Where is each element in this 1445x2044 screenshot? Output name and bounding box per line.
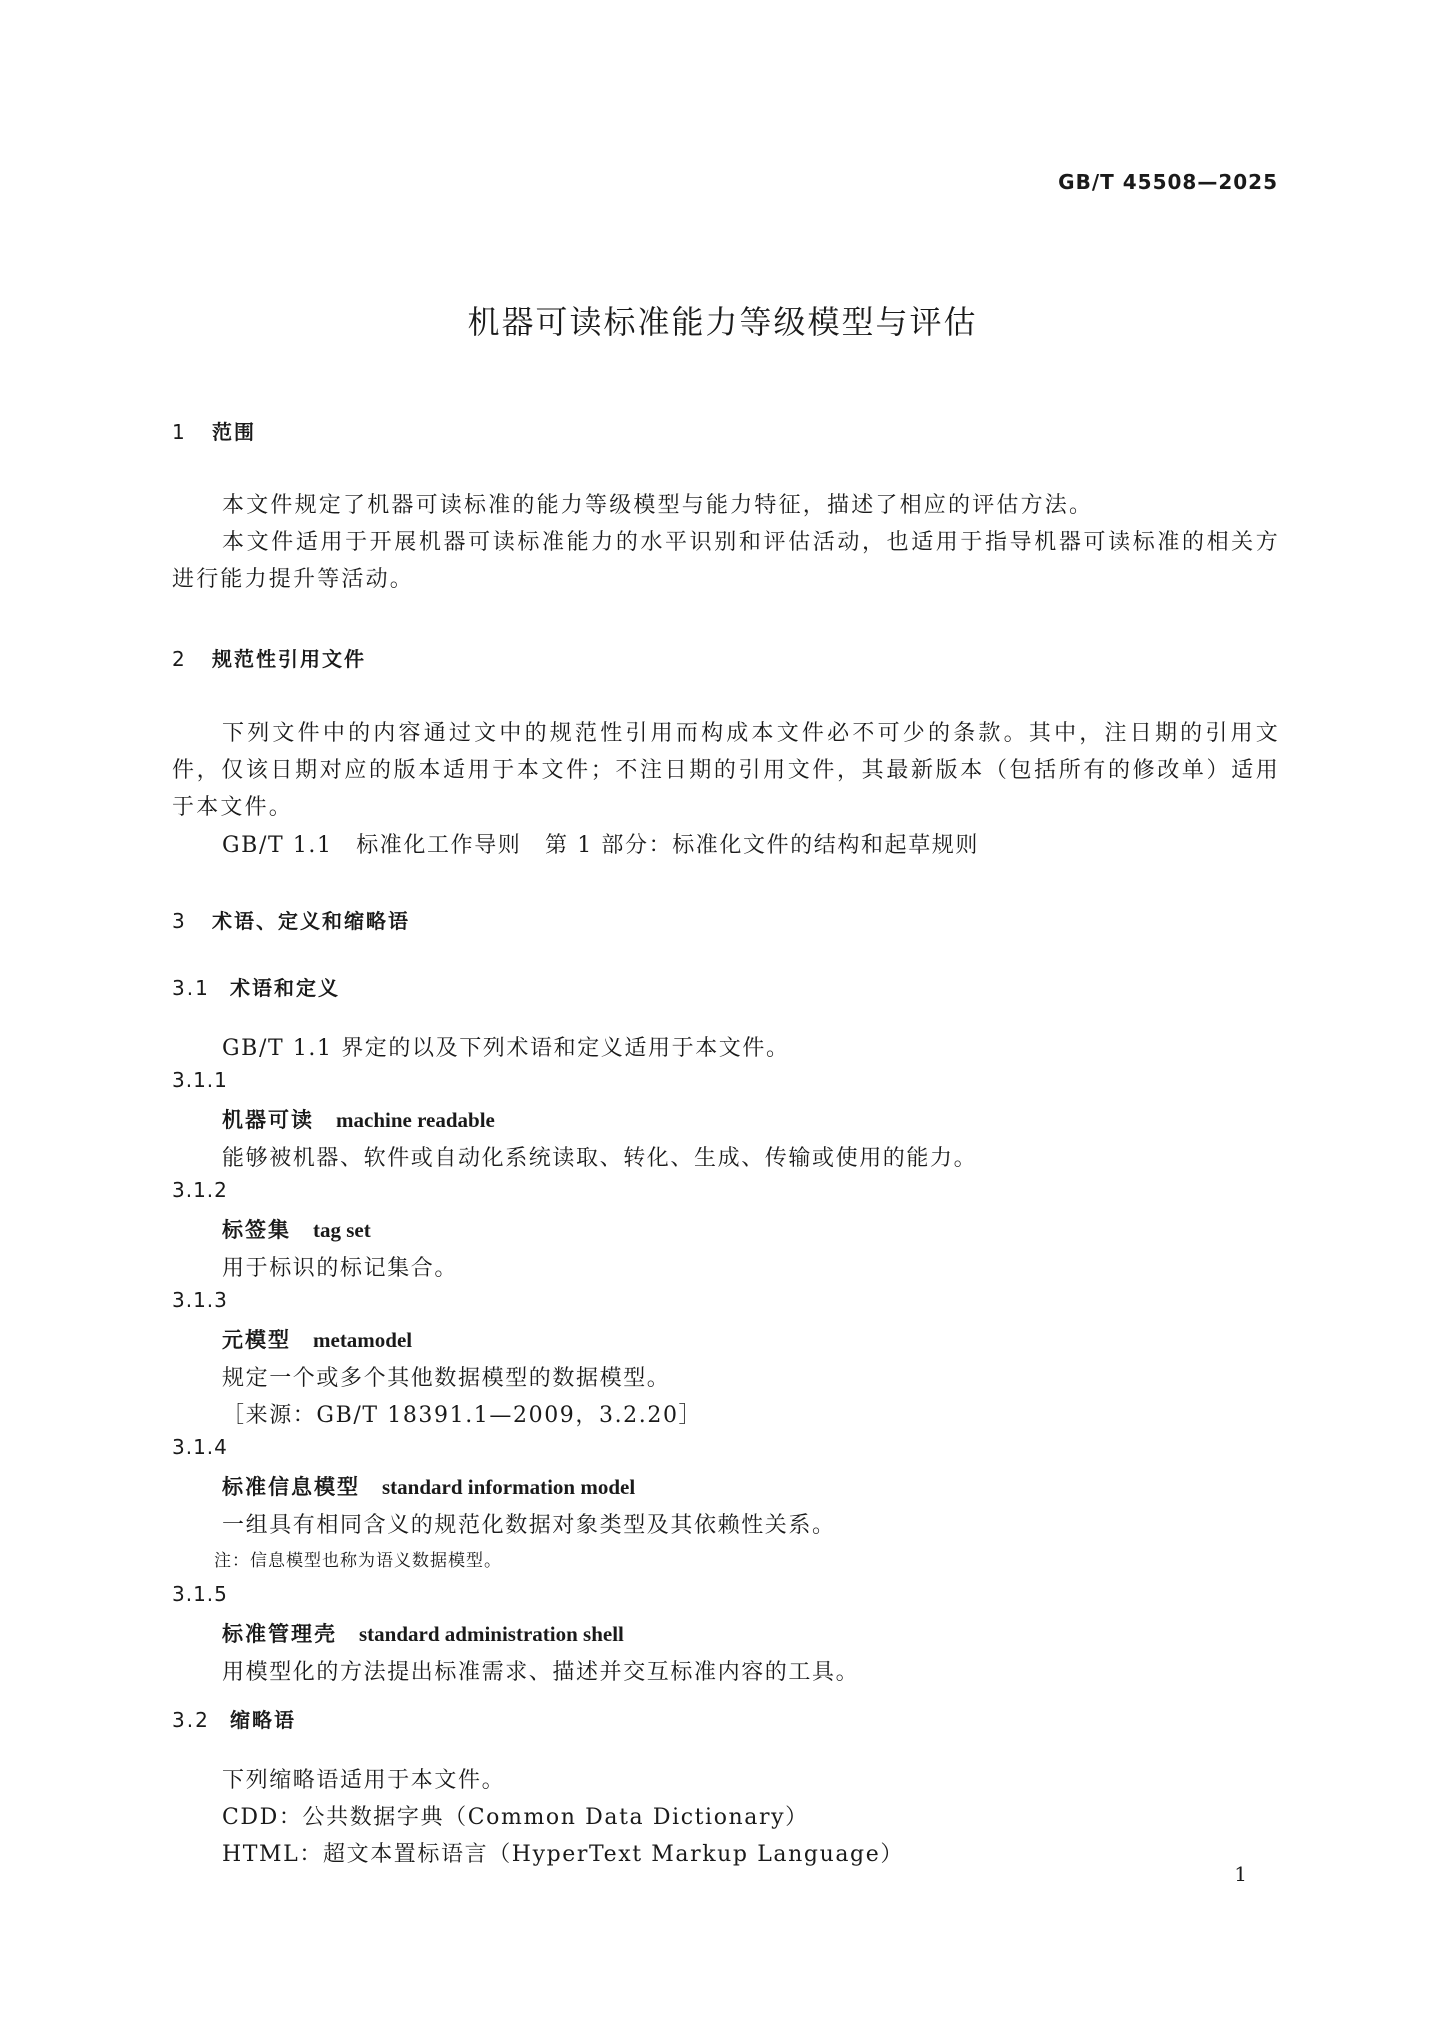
section-1-paragraph-1: 本文件规定了机器可读标准的能力等级模型与能力特征，描述了相应的评估方法。	[222, 493, 1094, 518]
term-zh: 标签集	[222, 1218, 291, 1242]
term-zh: 标准管理壳	[222, 1622, 337, 1646]
term-en: metamodel	[313, 1328, 413, 1352]
section-1-paragraph-2: 本文件适用于开展机器可读标准能力的水平识别和评估活动，也适用于指导机器可读标准的相关方进行能力提升等活动。	[172, 530, 1280, 592]
subsection-number: 3.1	[172, 976, 210, 1000]
document-title: 机器可读标准能力等级模型与评估	[467, 303, 978, 341]
term-heading	[222, 1618, 624, 1648]
subsection-title: 术语和定义	[230, 976, 340, 1000]
section-number: 2	[172, 647, 187, 671]
section-title: 范围	[212, 420, 256, 444]
subsection-3-2-heading	[172, 1704, 296, 1733]
term-definition: 规定一个或多个其他数据模型的数据模型。	[222, 1366, 671, 1391]
term-note: 注：信息模型也称为语义数据模型。	[214, 1551, 502, 1571]
page-number: 1	[1234, 1862, 1247, 1886]
normative-reference: GB/T 1.1 标准化工作导则 第 1 部分：标准化文件的结构和起草规则	[222, 833, 979, 858]
term-heading	[222, 1214, 371, 1244]
section-2-paragraph-1: 下列文件中的内容通过文中的规范性引用而构成本文件必不可少的条款。其中，注日期的引用文件，仅该日期对应的版本适用于本文件；不注日期的引用文件，其最新版本（包括所有的修改单）适用于本文件。	[172, 721, 1280, 820]
term-heading	[222, 1104, 495, 1134]
term-number: 3.1.2	[172, 1178, 228, 1202]
abbreviations-intro: 下列缩略语适用于本文件。	[222, 1768, 506, 1793]
term-zh: 机器可读	[222, 1108, 314, 1132]
term-heading	[222, 1471, 635, 1501]
term-definition: 用模型化的方法提出标准需求、描述并交互标准内容的工具。	[222, 1660, 860, 1685]
term-definition: 能够被机器、软件或自动化系统读取、转化、生成、传输或使用的能力。	[222, 1146, 978, 1171]
term-en: standard information model	[382, 1475, 636, 1499]
section-title: 规范性引用文件	[212, 647, 366, 671]
term-number: 3.1.5	[172, 1582, 228, 1606]
term-definition: 一组具有相同含义的规范化数据对象类型及其依赖性关系。	[222, 1513, 836, 1538]
section-3-heading	[172, 905, 410, 934]
subsection-3-1-heading	[172, 972, 340, 1001]
section-2-heading	[172, 643, 366, 672]
abbreviation-item: HTML：超文本置标语言（HyperText Markup Language）	[222, 1842, 904, 1867]
term-definition: 用于标识的标记集合。	[222, 1256, 459, 1281]
term-en: standard administration shell	[359, 1622, 624, 1646]
term-en: tag set	[313, 1218, 371, 1242]
term-en: machine readable	[336, 1108, 495, 1132]
term-zh: 标准信息模型	[222, 1475, 360, 1499]
section-number: 1	[172, 420, 187, 444]
document-code: GB/T 45508—2025	[1058, 170, 1278, 194]
subsection-number: 3.2	[172, 1708, 210, 1732]
subsection-title: 缩略语	[230, 1708, 296, 1732]
term-number: 3.1.4	[172, 1435, 228, 1459]
section-title: 术语、定义和缩略语	[212, 909, 410, 933]
abbreviation-item: CDD：公共数据字典（Common Data Dictionary）	[222, 1805, 809, 1830]
term-number: 3.1.3	[172, 1288, 228, 1312]
term-heading	[222, 1324, 412, 1354]
section-number: 3	[172, 909, 187, 933]
term-number: 3.1.1	[172, 1068, 228, 1092]
term-source: ［来源：GB/T 18391.1—2009，3.2.20］	[222, 1403, 703, 1428]
term-zh: 元模型	[222, 1328, 291, 1352]
section-1-heading	[172, 416, 256, 445]
terms-intro: GB/T 1.1 界定的以及下列术语和定义适用于本文件。	[222, 1036, 790, 1061]
